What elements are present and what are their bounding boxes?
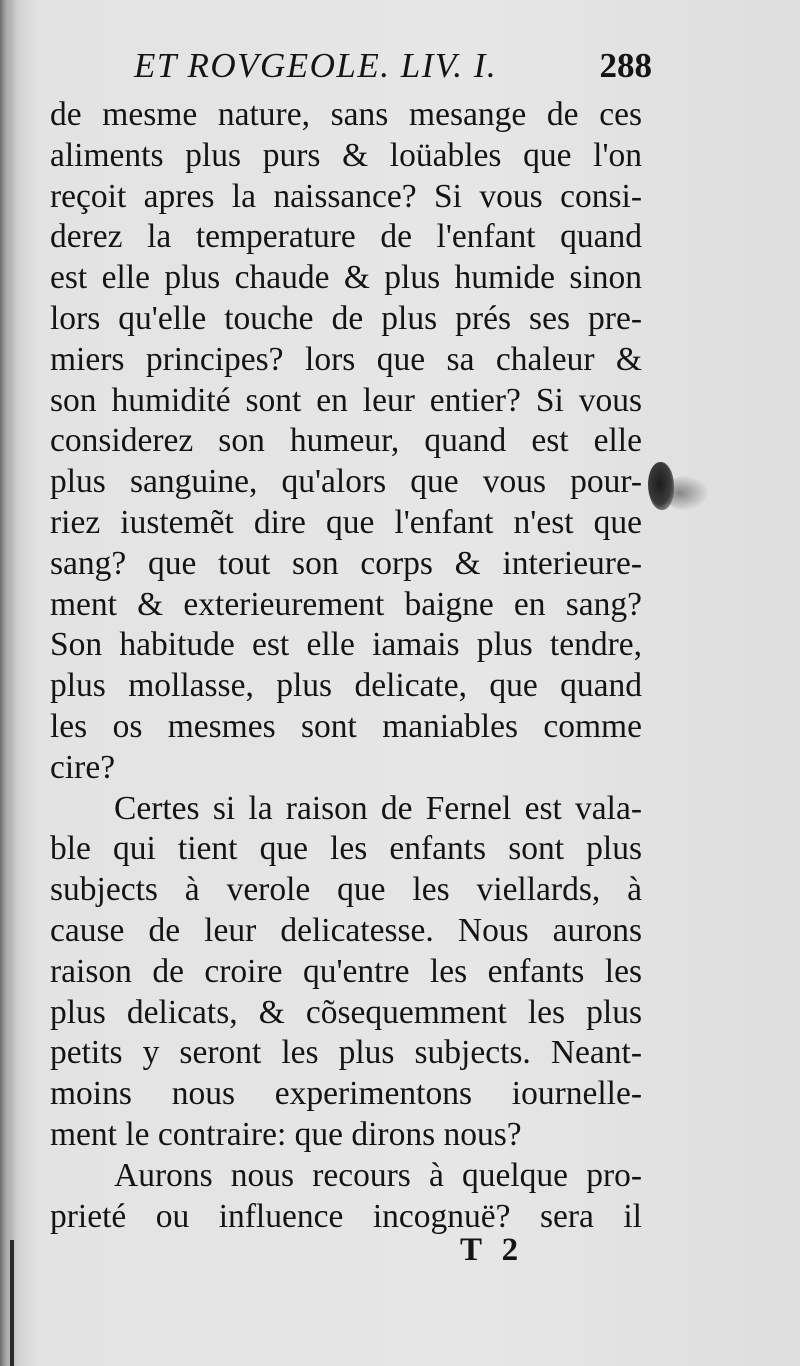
body-text bbox=[50, 95, 642, 1237]
text-line: cause de leur delicatesse. Nous aurons bbox=[50, 911, 642, 949]
text-line: riez iustemẽt dire que l'enfant n'est que bbox=[50, 503, 642, 541]
page-header bbox=[134, 46, 654, 96]
text-line: les os mesmes sont maniables comme bbox=[50, 707, 642, 745]
signature-mark: T 2 bbox=[460, 1232, 525, 1268]
text-line: ment & exterieurement baigne en sang? bbox=[50, 585, 642, 623]
text-line: son humidité sont en leur entier? Si vous bbox=[50, 381, 642, 419]
text-line: ment le contraire: que dirons nous? bbox=[50, 1115, 522, 1153]
text-line: miers principes? lors que sa chaleur & bbox=[50, 340, 642, 378]
text-line: est elle plus chaude & plus humide sinon bbox=[50, 259, 642, 297]
text-line: sang? que tout son corps & interieure- bbox=[50, 544, 642, 582]
text-line: prieté ou influence incognuë? sera il bbox=[50, 1197, 642, 1235]
text-line: reçoit apres la naissance? Si vous consi- bbox=[50, 177, 642, 215]
binding-shadow bbox=[0, 0, 18, 1366]
text-line: plus delicats, & cõsequemment les plus bbox=[50, 993, 642, 1031]
text-line: lors qu'elle touche de plus prés ses pre- bbox=[50, 299, 642, 337]
page-number: 288 bbox=[599, 46, 652, 85]
text-line: Aurons nous recours à quelque pro- bbox=[114, 1156, 642, 1194]
text-line: subjects à verole que les viellards, à bbox=[50, 871, 642, 909]
text-line: ble qui tient que les enfants sont plus bbox=[50, 830, 642, 868]
text-line: considerez son humeur, quand est elle bbox=[50, 422, 642, 460]
text-line: derez la temperature de l'enfant quand bbox=[50, 218, 642, 256]
page-edge-mark bbox=[10, 1240, 14, 1366]
running-head: ET ROVGEOLE. LIV. I. bbox=[134, 46, 498, 85]
text-line: Son habitude est elle iamais plus tendre, bbox=[50, 626, 642, 664]
text-line: aliments plus purs & loüables que l'on bbox=[50, 136, 642, 174]
text-line: moins nous experimentons iournelle- bbox=[50, 1075, 642, 1113]
text-line: plus sanguine, qu'alors que vous pour- bbox=[50, 463, 642, 501]
text-line: raison de croire qu'entre les enfants les bbox=[50, 952, 642, 990]
text-line: de mesme nature, sans mesange de ces bbox=[50, 96, 642, 133]
text-line: plus mollasse, plus delicate, que quand bbox=[50, 667, 642, 705]
ink-smudge bbox=[664, 476, 708, 510]
text-line: petits y seront les plus subjects. Neant- bbox=[50, 1034, 642, 1072]
text-line: Certes si la raison de Fernel est vala- bbox=[114, 789, 642, 827]
text-line: cire? bbox=[50, 748, 116, 786]
